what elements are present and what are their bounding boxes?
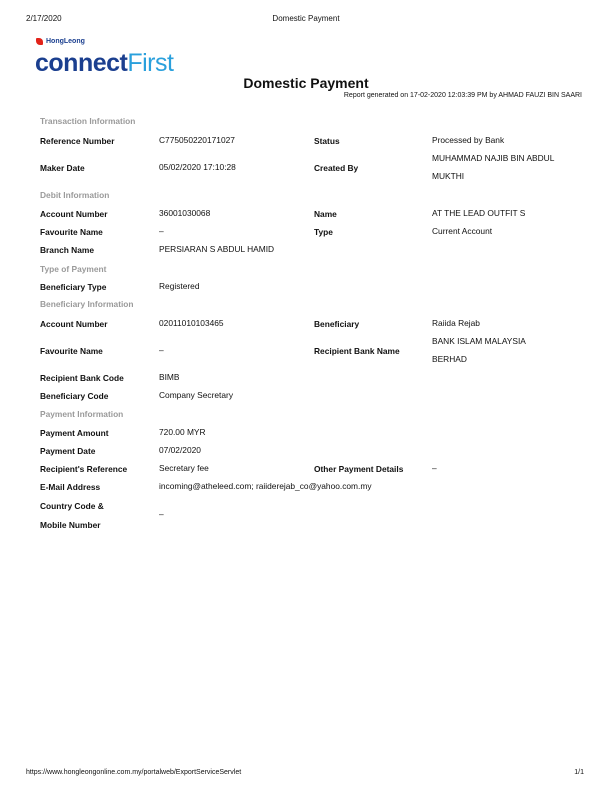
payment-date-label: Payment Date (40, 446, 96, 456)
recipient-bank-name-value-line1: BANK ISLAM MALAYSIA (432, 336, 526, 346)
beneficiary-account-number-label: Account Number (40, 319, 108, 329)
recipient-reference-value: Secretary fee (159, 463, 209, 473)
hongleong-brand-text: HongLeong (46, 38, 85, 45)
country-code-label-line1: Country Code & (40, 501, 104, 511)
created-by-value-line1: MUHAMMAD NAJIB BIN ABDUL (432, 153, 555, 163)
beneficiary-value: Raiida Rejab (432, 318, 480, 328)
reference-number-label: Reference Number (40, 136, 115, 146)
debit-account-number-value: 36001030068 (159, 208, 211, 218)
reference-number-value: C775050220171027 (159, 135, 235, 145)
maker-date-value: 05/02/2020 17:10:28 (159, 162, 236, 172)
debit-favourite-name-label: Favourite Name (40, 227, 103, 237)
beneficiary-favourite-name-label: Favourite Name (40, 346, 103, 356)
other-payment-details-label: Other Payment Details (314, 464, 404, 474)
print-footer-url: https://www.hongleongonline.com.my/portalweb/ExportServiceServlet (26, 769, 242, 776)
recipient-bank-code-value: BIMB (159, 372, 180, 382)
recipient-reference-label: Recipient's Reference (40, 464, 128, 474)
beneficiary-type-label: Beneficiary Type (40, 282, 107, 292)
email-address-value: incoming@atheleed.com; raiiderejab_co@yahoo.com.my (159, 481, 372, 491)
recipient-bank-code-label: Recipient Bank Code (40, 373, 124, 383)
connectfirst-logo (36, 38, 186, 80)
email-address-label: E-Mail Address (40, 482, 101, 492)
hongleong-logo-icon (36, 38, 43, 45)
print-header-date: 2/17/2020 (26, 14, 62, 23)
branch-name-label: Branch Name (40, 245, 94, 255)
payment-amount-value: 720.00 MYR (159, 427, 206, 437)
beneficiary-type-value: Registered (159, 281, 200, 291)
debit-type-value: Current Account (432, 226, 493, 236)
other-payment-details-value: – (432, 463, 437, 473)
section-debit-information: Debit Information (40, 190, 110, 200)
created-by-value-line2: MUKTHI (432, 171, 465, 181)
payment-amount-label: Payment Amount (40, 428, 109, 438)
payment-date-value: 07/02/2020 (159, 445, 201, 455)
logo-word-first: First (127, 49, 174, 77)
print-footer-page-number: 1/1 (574, 769, 584, 776)
section-type-of-payment: Type of Payment (40, 264, 107, 274)
section-beneficiary-information: Beneficiary Information (40, 299, 134, 309)
created-by-label: Created By (314, 163, 359, 173)
print-header-title: Domestic Payment (272, 14, 340, 23)
recipient-bank-name-value-line2: BERHAD (432, 354, 467, 364)
hongleong-brand (36, 38, 85, 45)
section-payment-information: Payment Information (40, 409, 124, 419)
debit-favourite-name-value: – (159, 226, 164, 236)
maker-date-label: Maker Date (40, 163, 85, 173)
debit-account-number-label: Account Number (40, 209, 108, 219)
status-value: Processed by Bank (432, 135, 505, 145)
section-transaction-information: Transaction Information (40, 116, 136, 126)
branch-name-value: PERSIARAN S ABDUL HAMID (159, 244, 275, 254)
report-generated-note: Report generated on 17-02-2020 12:03:39 PM by AHMAD FAUZI BIN SAARI (343, 92, 582, 99)
beneficiary-code-label: Beneficiary Code (40, 391, 109, 401)
beneficiary-code-value: Company Secretary (159, 390, 234, 400)
logo-word-connect: connect (35, 49, 128, 77)
status-label: Status (314, 136, 340, 146)
debit-name-label: Name (314, 209, 337, 219)
beneficiary-label: Beneficiary (314, 319, 360, 329)
recipient-bank-name-label: Recipient Bank Name (314, 346, 400, 356)
debit-type-label: Type (314, 227, 333, 237)
debit-name-value: AT THE LEAD OUTFIT S (432, 208, 526, 218)
country-code-label-line2: Mobile Number (40, 520, 101, 530)
document-title: Domestic Payment (243, 75, 369, 91)
country-code-value: – (159, 509, 164, 519)
beneficiary-account-number-value: 02011010103465 (159, 318, 224, 328)
beneficiary-favourite-name-value: – (159, 345, 164, 355)
connectfirst-wordmark (35, 48, 173, 78)
